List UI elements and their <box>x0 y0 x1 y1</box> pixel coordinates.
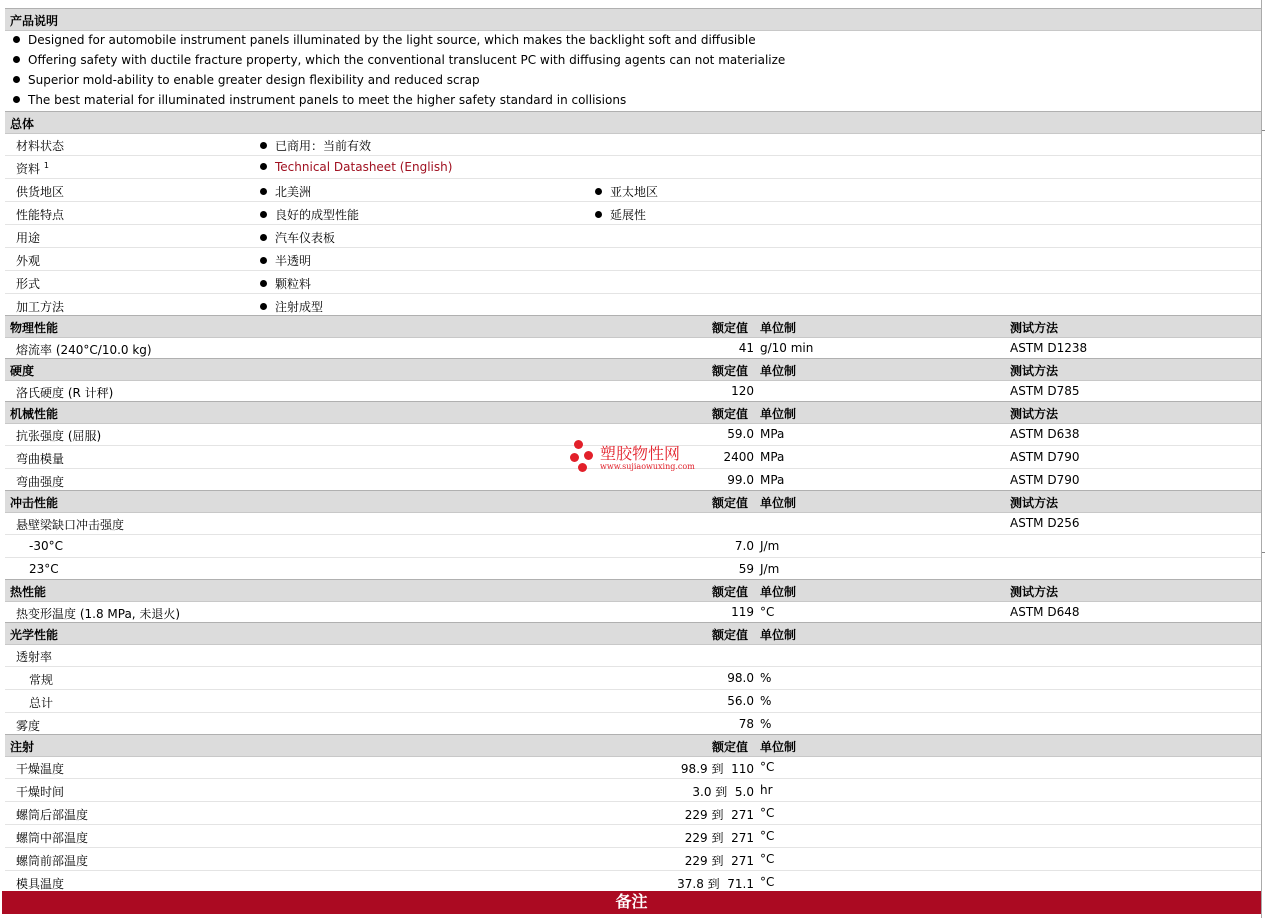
column-header-unit: 单位制 <box>760 740 797 754</box>
property-row <box>5 644 1261 667</box>
row-label: 抗张强度 (屈服) <box>16 429 102 443</box>
general-row <box>5 248 1261 271</box>
column-header-unit: 单位制 <box>760 364 797 378</box>
property-row <box>5 469 1261 492</box>
property-row <box>5 802 1261 825</box>
row-unit: °C <box>760 760 775 774</box>
description-list <box>5 31 1261 111</box>
row-label: 常规 <box>29 673 54 687</box>
row-value: 229 到 271 <box>684 854 754 868</box>
column-header-unit: 单位制 <box>760 496 797 510</box>
row-unit: % <box>760 694 772 708</box>
row-method: ASTM D638 <box>1010 427 1080 441</box>
watermark-url: www.sujiaowuxing.com <box>600 462 695 471</box>
row-unit: °C <box>760 852 775 866</box>
bullet-icon <box>260 163 267 170</box>
row-label: 弯曲强度 <box>16 475 65 489</box>
row-unit: J/m <box>760 539 780 553</box>
row-unit: °C <box>760 806 775 820</box>
bullet-icon <box>595 188 602 195</box>
row-method: ASTM D1238 <box>1010 341 1088 355</box>
row-label: 材料状态 <box>16 139 65 153</box>
section-header-mechanical <box>5 401 1261 424</box>
property-row <box>5 512 1261 535</box>
notes-header: 备注 <box>2 891 1261 914</box>
column-header-unit: 单位制 <box>760 628 797 642</box>
bullet-icon <box>260 257 267 264</box>
section-header-thermal <box>5 579 1261 602</box>
property-row <box>5 601 1261 624</box>
row-label: 螺筒后部温度 <box>16 808 89 822</box>
bullet-icon <box>260 234 267 241</box>
row-label: 螺筒中部温度 <box>16 831 89 845</box>
description-item: Superior mold-ability to enable greater design flexibility and reduced scrap <box>13 73 480 87</box>
section-header-injection <box>5 734 1261 757</box>
row-label: 悬壁梁缺口冲击强度 <box>16 518 125 532</box>
column-header-nominal: 额定值 <box>712 364 749 378</box>
section-title: 产品说明 <box>10 14 59 28</box>
general-row <box>5 271 1261 294</box>
row-label: -30°C <box>29 539 63 553</box>
row-label: 透射率 <box>16 650 53 664</box>
bullet-icon <box>260 280 267 287</box>
row-unit: MPa <box>760 427 785 441</box>
bullet-icon <box>260 303 267 310</box>
section-title: 硬度 <box>10 364 35 378</box>
section-title: 注射 <box>10 740 35 754</box>
row-value-2: 亚太地区 <box>595 183 658 200</box>
row-label: 用途 <box>16 231 41 245</box>
row-value: 119 <box>731 605 754 619</box>
datasheet-link[interactable]: Technical Datasheet (English) <box>275 160 453 174</box>
row-unit: g/10 min <box>760 341 814 355</box>
general-row <box>5 156 1261 179</box>
section-header-hardness <box>5 358 1261 381</box>
row-method: ASTM D648 <box>1010 605 1080 619</box>
column-header-nominal: 额定值 <box>712 628 749 642</box>
row-label: 资料 $^1$ <box>16 161 49 176</box>
section-title: 总体 <box>10 117 35 131</box>
logo-dot <box>574 440 583 449</box>
row-label: 干燥温度 <box>16 762 65 776</box>
row-method: ASTM D256 <box>1010 516 1080 530</box>
row-label: 干燥时间 <box>16 785 65 799</box>
section-title: 冲击性能 <box>10 496 59 510</box>
column-header-nominal: 额定值 <box>712 496 749 510</box>
row-label: 螺筒前部温度 <box>16 854 89 868</box>
property-row <box>5 825 1261 848</box>
property-row <box>5 337 1261 360</box>
row-label: 洛氏硬度 (R 计秤) <box>16 386 114 400</box>
property-row <box>5 848 1261 871</box>
section-header-optical <box>5 622 1261 645</box>
section-title: 热性能 <box>10 585 47 599</box>
row-value: 99.0 <box>727 473 754 487</box>
general-row <box>5 294 1261 317</box>
row-value-2: 延展性 <box>595 206 646 223</box>
general-row <box>5 202 1261 225</box>
section-title: 机械性能 <box>10 407 59 421</box>
row-method: ASTM D790 <box>1010 473 1080 487</box>
row-unit: MPa <box>760 473 785 487</box>
row-unit: % <box>760 717 772 731</box>
property-row <box>5 667 1261 690</box>
row-value: 41 <box>738 341 754 355</box>
general-row <box>5 133 1261 156</box>
column-header-method: 测试方法 <box>1010 321 1059 335</box>
row-label: 23°C <box>29 562 59 576</box>
column-header-method: 测试方法 <box>1010 407 1059 421</box>
row-unit: hr <box>760 783 773 797</box>
row-value: 98.0 <box>727 671 754 685</box>
row-value: 良好的成型性能 <box>260 206 359 223</box>
row-value: 120 <box>731 384 754 398</box>
column-header-method: 测试方法 <box>1010 496 1059 510</box>
column-header-nominal: 额定值 <box>712 407 749 421</box>
row-value: 59.0 <box>727 427 754 441</box>
bullet-icon <box>13 76 20 83</box>
row-label: 供货地区 <box>16 185 65 199</box>
column-header-nominal: 额定值 <box>712 585 749 599</box>
row-label: 模具温度 <box>16 877 65 891</box>
section-title: 物理性能 <box>10 321 59 335</box>
property-row <box>5 690 1261 713</box>
description-item: Designed for automobile instrument panels illuminated by the light source, which makes the backlight soft and diffusible <box>13 33 756 47</box>
bullet-icon <box>595 211 602 218</box>
row-label: 形式 <box>16 277 41 291</box>
column-header-unit: 单位制 <box>760 407 797 421</box>
description-item: Offering safety with ductile fracture property, which the conventional translucent PC with diffusing agents can not materialize <box>13 53 785 67</box>
row-value: 229 到 271 <box>684 831 754 845</box>
row-method: ASTM D785 <box>1010 384 1080 398</box>
description-item: The best material for illuminated instrument panels to meet the higher safety standard in collisions <box>13 93 626 107</box>
row-value: 注射成型 <box>260 298 323 315</box>
row-label: 弯曲模量 <box>16 452 65 466</box>
bullet-icon <box>260 142 267 149</box>
bullet-icon <box>260 188 267 195</box>
row-unit: °C <box>760 605 775 619</box>
row-value: 2400 <box>723 450 754 464</box>
row-value <box>260 160 452 174</box>
row-value: 已商用：当前有效 <box>260 137 371 154</box>
logo-dot <box>578 463 587 472</box>
section-title: 光学性能 <box>10 628 59 642</box>
page-right-border <box>1261 0 1262 918</box>
row-unit: °C <box>760 875 775 889</box>
row-method: ASTM D790 <box>1010 450 1080 464</box>
property-row <box>5 535 1261 558</box>
row-label: 性能特点 <box>16 208 65 222</box>
property-row <box>5 779 1261 802</box>
section-header-description <box>5 8 1261 31</box>
row-value: 37.8 到 71.1 <box>677 877 754 891</box>
watermark-name: 塑胶物性网 <box>600 444 681 463</box>
row-value: 229 到 271 <box>684 808 754 822</box>
row-label: 雾度 <box>16 719 41 733</box>
row-value: 7.0 <box>734 539 754 553</box>
column-header-nominal: 额定值 <box>712 321 749 335</box>
column-header-unit: 单位制 <box>760 321 797 335</box>
general-row <box>5 179 1261 202</box>
bullet-icon <box>13 36 20 43</box>
bullet-icon <box>13 96 20 103</box>
row-label: 热变形温度 (1.8 MPa, 未退火) <box>16 607 181 621</box>
general-row <box>5 225 1261 248</box>
logo-dot <box>570 453 579 462</box>
row-value: 半透明 <box>260 252 311 269</box>
row-value: 颗粒料 <box>260 275 311 292</box>
column-header-method: 测试方法 <box>1010 585 1059 599</box>
property-row <box>5 713 1261 736</box>
property-row <box>5 871 1261 893</box>
property-row <box>5 756 1261 779</box>
column-header-unit: 单位制 <box>760 585 797 599</box>
bullet-icon <box>13 56 20 63</box>
row-unit: °C <box>760 829 775 843</box>
column-header-method: 测试方法 <box>1010 364 1059 378</box>
logo-dot <box>584 451 593 460</box>
row-unit: J/m <box>760 562 780 576</box>
row-value: 59 <box>738 562 754 576</box>
row-value: 78 <box>738 717 754 731</box>
row-value: 3.0 到 5.0 <box>692 785 754 799</box>
property-row <box>5 558 1261 581</box>
section-header-general <box>5 111 1261 134</box>
row-label: 加工方法 <box>16 300 65 314</box>
bullet-icon <box>260 211 267 218</box>
property-row <box>5 380 1261 403</box>
row-value: 北美洲 <box>260 183 311 200</box>
row-label: 总计 <box>29 696 54 710</box>
row-value: 98.9 到 110 <box>680 762 754 776</box>
section-header-physical <box>5 315 1261 338</box>
section-header-impact <box>5 490 1261 513</box>
column-header-nominal: 额定值 <box>712 740 749 754</box>
row-value: 汽车仪表板 <box>260 229 335 246</box>
row-unit: % <box>760 671 772 685</box>
row-label: 外观 <box>16 254 41 268</box>
row-label: 熔流率 (240°C/10.0 kg) <box>16 343 152 357</box>
row-unit: MPa <box>760 450 785 464</box>
row-value: 56.0 <box>727 694 754 708</box>
